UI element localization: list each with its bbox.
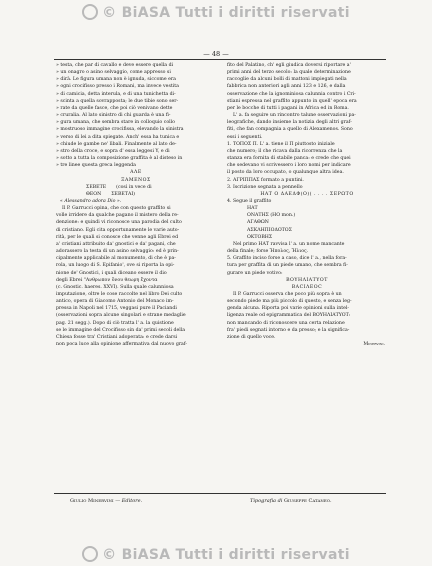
footer-printer: Tipografia di Giuseppe Cataneo. — [250, 498, 332, 504]
list-item: 4. Segue il graffito — [227, 198, 272, 204]
inscription-line: ΟΝΑΤΗΣ (ΗΟ mon.) — [247, 213, 296, 219]
inscription-line: ΟΚΤΟΒΗΣ — [247, 234, 273, 240]
inscription-line: ΒΑCIΛΕΟC — [291, 284, 323, 290]
signature: Minervini. — [363, 342, 385, 348]
right-column: fito del Palatino, ch' egli giudica doversi riportare a' primi anni del terzo secolo: la quale determinazione raccoglie da alcuni bolli di mattoni impiegati nella fabbrica non anteriori agli anni 123 e 126, e dalla osservazione che la ignominiosa calunnia contro i Cri- stiani espressa nel graffito appunto in quell' epoca era per le bocche di tutti i pagani in Africa ed in Roma. L' a. fa seguire un rincontro talune osservazioni pa- leografiche, dando insieme la notizia degli altri graf- fiti, che fan compagnia a quello di Alexamenos. Sono essi i seguenti. 1. ΤΟΠΟΣ Π. L' a. tiene il Π piuttosto iniziale che numero; il che ricava dalla ricorrenza che la stanza era fornita di stabile panca: e crede che quei che sedevano vi scrivessero i loro nomi per indicare il posto da loro occupato, o qualunque altra idea. 2. ΑΓΡΙΠΠΑΣ formato a puntini. 3. Iscrizione segnata a pennello ΗΑΤ Ο ΔΑΕΔΦ(Ο)( . . . . ΣΕΡΩΤΟ 4. Segue il graffito ΗΑΤ ΟΝΑΤΗΣ (ΗΟ mon.) ΑΓΑΘΩΝ ΑΣΚΛΗΠΙΟΔΟΤΟΣ ΟΚΤΟΒΗΣ Nel primo ΗΑΤ ravvisa l' a. un nome mancante della finale; forse Ἡπολος, Ἡλιος. 5. Graffito inciso forse a caso, dice l' a., nella fora- tura per graffita di un piede umano, che sembra fi- gurare un piede votivo: ΒΟΥΗΛΙΑΤΥΟΤ ΒΑCIΛΕΟC Il P. Garrucci osserva che poco più sopra è un secondo piede ma più piccolo di questo, e senza leg- genda alcuna. Riporta poi varie opinioni sulla intel- ligenza reale od epigrammatica del ΒΟΥΗΛΙΑΤΥΟΤ: non mancando di riconoscere una certa relazione fra' piedi segnati intorno e da presso; e la significa- zione di quello voce. Minervini. — [227, 63, 385, 348]
inscription-line: ΑΓΑΘΩΝ — [247, 220, 269, 226]
biasa-logo-icon — [82, 4, 98, 20]
inscription-line: ΒΟΥΗΛΙΑΤΥΟΤ — [286, 277, 328, 283]
header-rule — [54, 59, 386, 60]
inscription-line: ΗΑΤ — [247, 206, 258, 212]
watermark-bottom: © BiASA Tutti i diritti riservati — [0, 546, 432, 563]
inscription-line: ΑΣΚΛΗΠΙΟΔΟΤΟΣ — [247, 227, 292, 233]
inscription-line: ΑΛΕ — [130, 170, 142, 176]
inscription-line: ΣΕΒΕΤΕ (così in vece di — [86, 184, 152, 190]
footer-rule — [54, 493, 386, 494]
list-item: 5. Graffito inciso forse a caso, dice l' a., nella fora- — [227, 256, 347, 262]
list-item: 1. ΤΟΠΟΣ Π. L' a. tiene il Π piuttosto iniziale — [227, 141, 335, 147]
inscription-line: ΗΑΤ Ο ΔΑΕΔΦ(Ο)( . . . . ΣΕΡΩΤΟ — [260, 191, 354, 197]
left-column: » testa, che par di cavallo e deve essere quella di » un onagro o asino selvaggio, come appresso si » dirà. Le figura umana non è ignuda, siccome era » ogni crocifisso presso i Romani, ma invece vestita » di camicia, detta interula, e di una tunichetta di- » scinta a quella sovrapposta; le due tibie sono ser- » rate da quelle fasce, che poi ciò venivano dette » cruralia. Al lato sinistro di chi guarda è una fi- » gura umana, che sembra stare in colloquio collo » mostruoso immagine crocifissa, elevando la sinistra » verso di lei a dita spiegate. Anch' essa ha tunica e » chiude le gambe ne' lìbali. Finalmente al lato de- » stro della croce, e sopra d' essa leggesi Y, e di » sotto a tutta la composizione graffita è al disteso in » tre linee questa greca leggenda ΑΛΕ ΞΑΜΕΝΟΣ ΣΕΒΕΤΕ (così in vece di ΘΕΟΝ ΣΕΒΕΤΑΙ) « Alessandro adora Dio ». Il P. Garrucci opina, che con questo graffito si volle irridere da qualche pagano il mistero della re- denzione: e quindi vi riconosce una parodia del culto di cristiano. Egli cita opportunamente le varie auto- rità, per le quali si conosce che venne agli Ebrei ed a' cristiani attribuito da' gnostici e da' pagani, che adorassero la testa di un asino selvaggio: ed è prin- cipalmente applicabile al monumento, di che è pa- rola, un luogo di S. Epifanio', ove si riporta la opi- nione de' Gnostici, i quali diceano essere il dio degli Ebrei "Ανθρωπον ὄνου θεωρη ἔχοντα (c. Gnostic. haeres. XXVI). Sulla quale calunniosa imputazione, oltre le cose raccolte nel libro Dei culto antico, opera di Giacomo Antonio del Monaco im- pressa in Napoli nel 1715, veggasi pure il Paciandi (osservazioni sopra alcune singolari e strane medaglie pag. 21 segg.). Dopo di ciò tratta l' a. la quistione se le immagine del Crocifisso sin da' primi secoli della Chiesa fosse tra' Cristiani adoperata: e crede darsi non poca luce alla opinione affermativa dal nuovo graf- — [56, 62, 216, 348]
inscription-caption: « Alessandro adora Dio ». — [60, 198, 122, 204]
biasa-logo-icon — [82, 546, 98, 562]
inscription-line: ΘΕΟΝ ΣΕΒΕΤΑΙ) — [86, 191, 136, 197]
list-item: 2. ΑΓΡΙΠΠΑΣ formato a puntini. — [227, 177, 304, 183]
inscription-line: ΞΑΜΕΝΟΣ — [121, 177, 151, 183]
page-number: — 48 — — [203, 50, 229, 58]
watermark-top: © BiASA Tutti i diritti riservati — [0, 4, 432, 21]
footer-editor: Giulio Minervini — Editore. — [70, 498, 143, 504]
list-item: 3. Iscrizione segnata a pennello — [227, 184, 303, 190]
